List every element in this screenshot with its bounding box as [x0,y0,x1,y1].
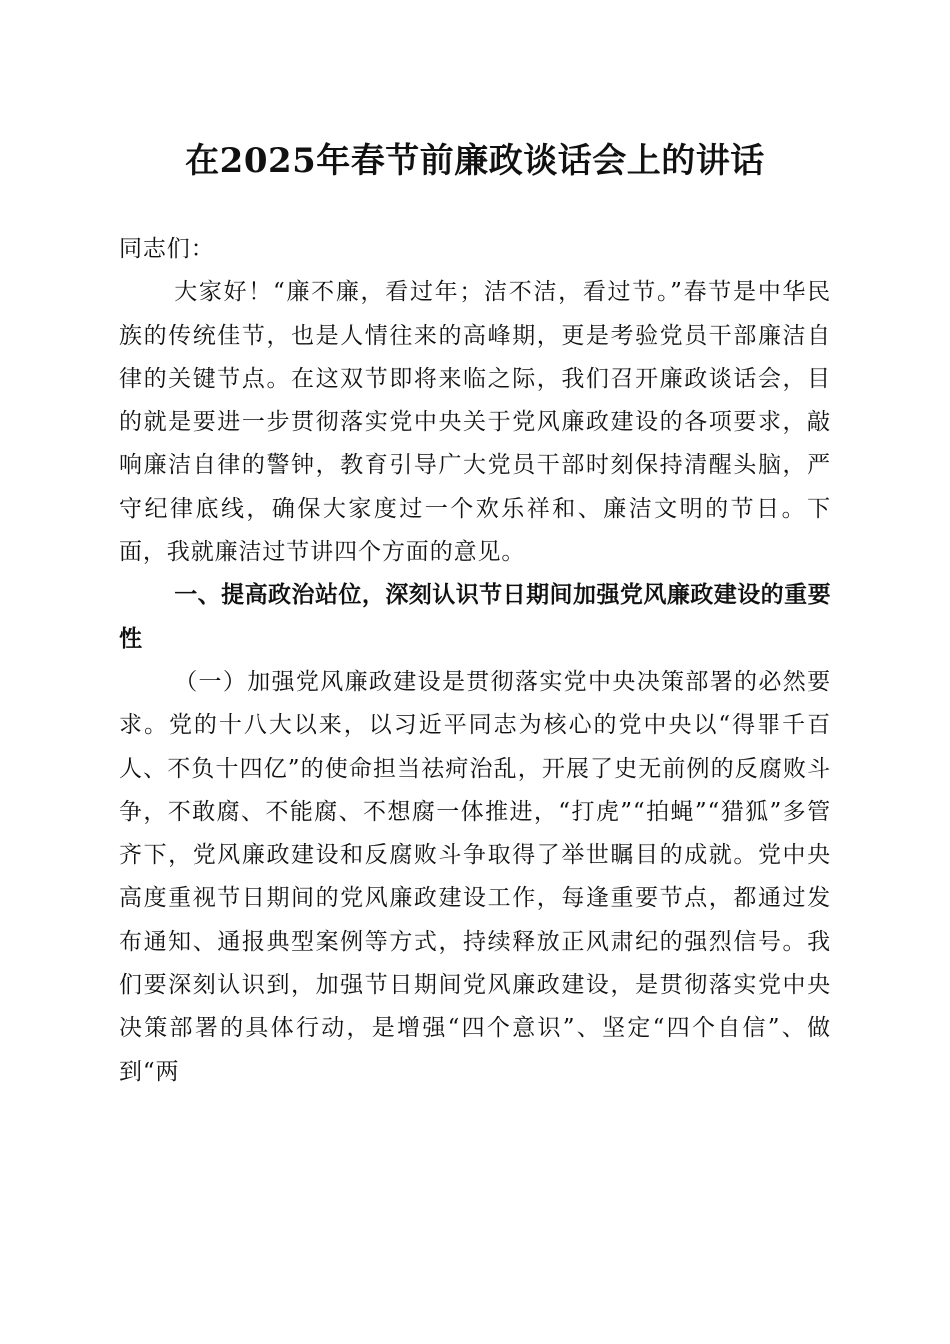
paragraph-1-1: （一）加强党风廉政建设是贯彻落实党中央决策部署的必然要求。党的十八大以来，以习近平同志为核心的党中央以“得罪千百人、不负十四亿”的使命担当祛疴治乱，开展了史无前例的反腐败斗争，不敢腐、不能腐、不想腐一体推进，“打虎”“拍蝇”“猎狐”多管齐下，党风廉政建设和反腐败斗争取得了举世瞩目的成就。党中央高度重视节日期间的党风廉政建设工作，每逢重要节点，都通过发布通知、通报典型案例等方式，持续释放正风肃纪的强烈信号。我们要深刻认识到，加强节日期间党风廉政建设，是贯彻落实党中央决策部署的具体行动，是增强“四个意识”、坚定“四个自信”、做到“两 [119,668,831,1085]
salutation: 同志们： [119,236,215,262]
document-title: 在2025年春节前廉政谈话会上的讲话 [185,141,765,181]
paragraph-intro: 大家好！“廉不廉，看过年；洁不洁，看过节。”春节是中华民族的传统佳节，也是人情往来的高峰期，更是考验党员干部廉洁自律的关键节点。在这双节即将来临之际，我们召开廉政谈话会，目的就是要进一步贯彻落实党中央关于党风廉政建设的各项要求，敲响廉洁自律的警钟，教育引导广大党员干部时刻保持清醒头脑，严守纪律底线，确保大家度过一个欢乐祥和、廉洁文明的节日。下面，我就廉洁过节讲四个方面的意见。 [119,279,831,566]
section-heading-1: 一、提高政治站位，深刻认识节日期间加强党风廉政建设的重要性 [119,582,831,652]
document-body [119,228,831,1094]
